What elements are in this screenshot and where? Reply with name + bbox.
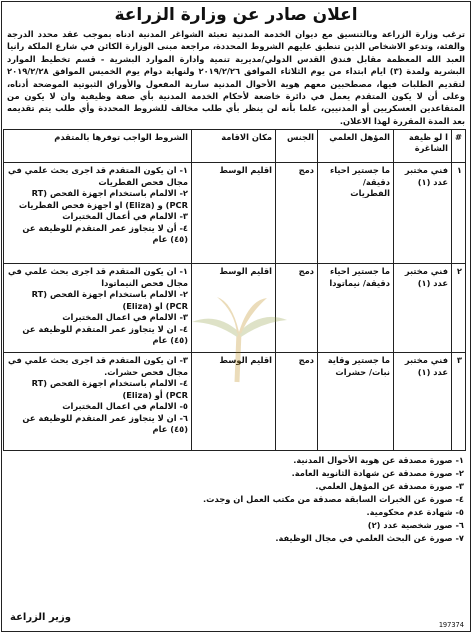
condition-item: ٣- ان يكون المتقدم قد اجرى بحث علمي في مجال فحص حشرات.	[7, 355, 188, 377]
row-job: فني مختبر عدد (١)	[394, 163, 452, 264]
condition-item: ١- ان يكون المتقدم قد اجرى بحث علمي في مجال فحص الفطريات	[7, 165, 188, 187]
signature: وزير الزراعة	[10, 612, 71, 623]
table-row	[4, 264, 466, 353]
condition-item: ٥- الالمام في اعمال المختبرات	[62, 401, 188, 412]
announcement-title: اعلان صادر عن وزارة الزراعة	[114, 5, 358, 25]
announcement	[1, 1, 471, 632]
header-gender: الجنس	[276, 130, 318, 163]
header-num: #	[452, 130, 466, 163]
announcement-intro: ترغب وزارة الزراعة وبالتنسيق مع ديوان الخدمة المدنية تعبئة الشواغر المدنية ادناه بموجب عقد محدد الدرجة والفئة، وتدعو الاشخاص الذين تنطبق عليهم الشروط المحددة، مراجعة مبنى الوزارة الكائن في شارع الملكة رانيا العبد الله المعظمة مقابل فندق القدس الدولي/مديرية تنمية وادارة الموارد البشرية - قسم تخطيط الموارد البشرية ولمدة (٣) ايام ابتداء من يوم الثلاثاء الموافق ٢٠١٩/٢/٢٦ ولنهاية دوام يوم الخميس الموافق ٢٠١٩/٢/٢٨ لتقديم الطلبات فيها، مصطحبين معهم هوية الأحوال المدنية سارية المفعول والأوراق الثبوتية الموضحة أدناه، وعلى أن لا يكون المتقدم يعمل في دائرة خاضعة لأحكام الخدمة المدنية بأي صفة وظيفية وان لا يكون من المتقاعدين العسكريين أو المدنيين، علما بأنه لن ينظر بأي طلب مخالف للشروط المحددة وأي طلب يتم تقديمه بعد المدة المقررة لهذا الاعلان.	[7, 29, 465, 126]
list-item: ١- صورة مصدقة عن هوية الأحوال المدنية.	[293, 455, 464, 466]
header-qualification: المؤهل العلمي	[318, 130, 394, 163]
row-num: ١	[452, 163, 466, 264]
row-conditions	[4, 264, 192, 353]
row-gender: دمج	[276, 163, 318, 264]
condition-item: ٢- الالمام باستخدام اجهزة الفحص (RT PCR) و (Eliza) او اجهزة فحص الفطريات	[18, 188, 188, 210]
list-item: ٥- شهادة عدم محكومية.	[366, 507, 464, 518]
header-location: مكان الاقامة	[192, 130, 276, 163]
condition-item: ٤- الالمام باستخدام اجهزة الفحص (RT PCR) أو (Eliza)	[31, 378, 188, 400]
condition-item: ٣- الالمام في اعمال المختبرات	[62, 312, 188, 323]
condition-item: ٤- أن لا يتجاوز عمر المتقدم للوظيفة عن (٤٥) عام	[22, 222, 188, 245]
row-conditions	[4, 353, 192, 451]
list-item: ٤- صورة عن الخبرات السابقة مصدقة من مكتب العمل ان وجدت.	[203, 494, 464, 505]
required-documents-list	[2, 451, 470, 545]
condition-item: ٦- ان لا يتجاوز عمر المتقدم للوظيفة عن (٤٥) عام	[22, 412, 188, 435]
row-job: فني مختبر عدد (١)	[394, 353, 452, 451]
vacancies-table	[3, 129, 466, 451]
condition-item: ٣- الالمام في أعمال المختبرات	[62, 211, 188, 222]
table-row	[4, 353, 466, 451]
header-job: ا لو ظيفة الشاغرة	[394, 130, 452, 163]
condition-item: ٤- ان لا يتجاوز عمر المتقدم للوظيفة عن (٤٥) عام	[22, 323, 188, 346]
row-num: ٢	[452, 264, 466, 353]
row-location: اقليم الوسط	[192, 353, 276, 451]
row-gender: دمج	[276, 353, 318, 451]
list-item: ٦- صور شخصية عدد (٢)	[367, 520, 464, 531]
row-gender: دمج	[276, 264, 318, 353]
list-item: ٧- صورة عن البحث العلمي في مجال الوظيفة.	[275, 533, 464, 544]
row-conditions	[4, 163, 192, 264]
list-item: ٣- صورة مصدقة عن المؤهل العلمي.	[315, 481, 464, 492]
list-item: ٢- صورة مصدقة عن شهادة الثانوية العامة.	[291, 468, 464, 479]
row-qualification: ما جستير احياء دقيقة/ نيماتودا	[318, 264, 394, 353]
row-location: اقليم الوسط	[192, 264, 276, 353]
condition-item: ١- ان يكون المتقدم قد اجرى بحث علمي في مجال فحص النيماتودا	[7, 266, 188, 288]
condition-item: ٢- الالمام باستخدام اجهزة الفحص (RT PCR) او (Eliza)	[31, 289, 188, 311]
row-job: فني مختبر عدد (١)	[394, 264, 452, 353]
row-num: ٣	[452, 353, 466, 451]
row-qualification: ما جستير وقاية نبات/ حشرات	[318, 353, 394, 451]
ad-number: 197374	[438, 621, 464, 629]
table-header-row	[4, 130, 466, 163]
header-conditions: الشروط الواجب توفرها بالمتقدم	[4, 130, 192, 163]
row-qualification: ما جستير احياء دقيقة/ الفطريات	[318, 163, 394, 264]
row-location: اقليم الوسط	[192, 163, 276, 264]
table-row	[4, 163, 466, 264]
